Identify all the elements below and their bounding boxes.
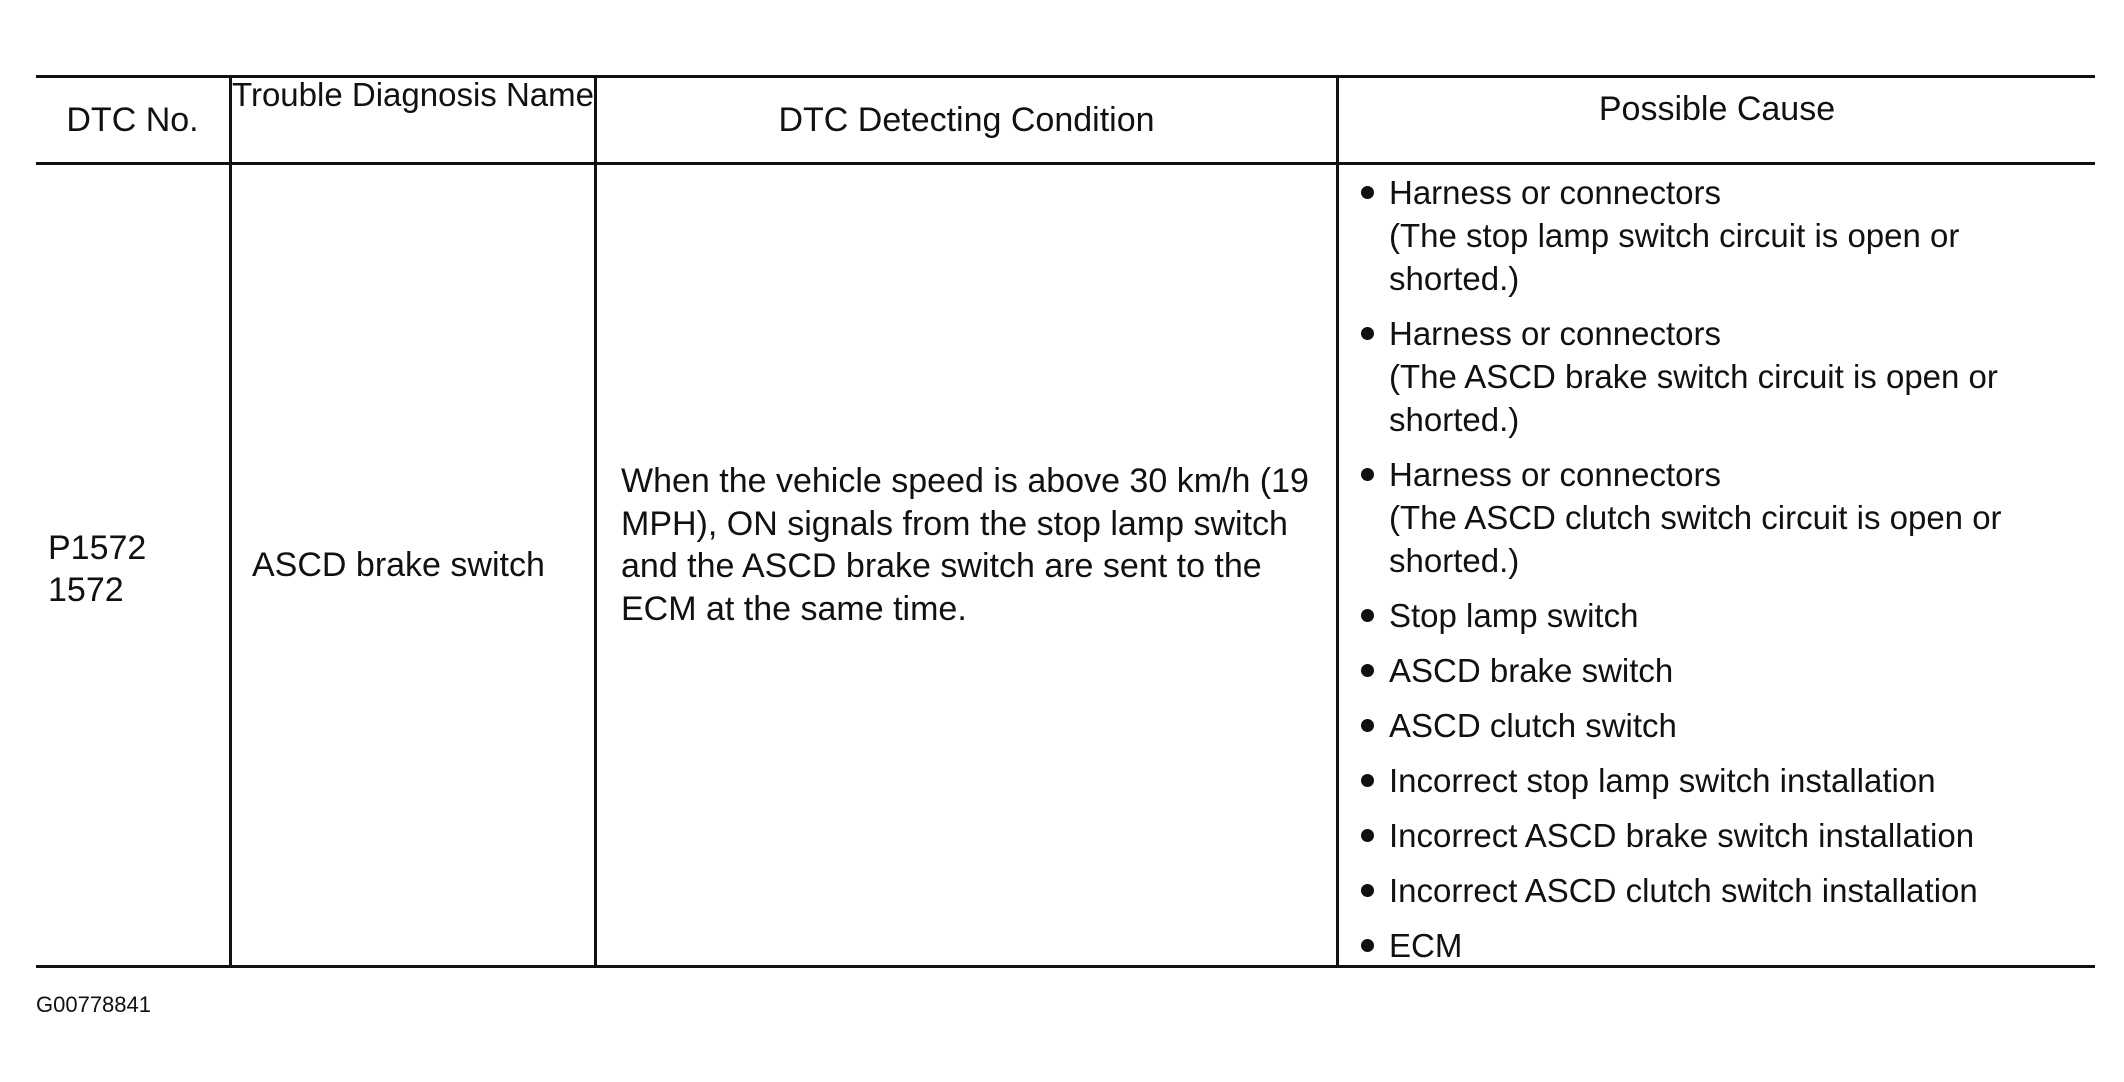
header-trouble-diagnosis-name: Trouble Diagnosis Name	[229, 78, 594, 162]
list-item	[1361, 869, 2085, 912]
header-possible-cause: Possible Cause	[1336, 78, 2095, 162]
list-item	[1361, 171, 2085, 300]
cause-main: Stop lamp switch	[1389, 597, 1639, 634]
dtc-table	[36, 75, 2095, 968]
detecting-condition-cell	[594, 165, 1336, 965]
cause-main: ASCD clutch switch	[1389, 707, 1677, 744]
cause-note: (The stop lamp switch circuit is open or shorted.)	[1389, 217, 1960, 297]
table-header-row	[36, 78, 2095, 165]
dtc-code-secondary: 1572	[48, 571, 124, 609]
bullet-icon	[1361, 594, 1389, 637]
dtc-code-primary: P1572	[48, 528, 147, 567]
dtc-code-cell	[36, 165, 229, 965]
header-dtc-no: DTC No.	[66, 100, 199, 139]
bullet-icon	[1361, 649, 1389, 692]
bullet-icon	[1361, 704, 1389, 747]
cause-main: ECM	[1389, 927, 1463, 964]
possible-cause-list	[1361, 171, 2085, 967]
cause-main: Harness or connectors	[1389, 456, 1721, 493]
bullet-icon	[1361, 171, 1389, 214]
cause-main: Harness or connectors	[1389, 315, 1721, 352]
list-item	[1361, 649, 2085, 692]
list-item	[1361, 453, 2085, 582]
table-row	[36, 165, 2095, 965]
bullet-icon	[1361, 869, 1389, 912]
list-item	[1361, 704, 2085, 747]
diagnosis-name: ASCD brake switch	[252, 545, 545, 584]
possible-cause-cell	[1336, 165, 2095, 965]
list-item	[1361, 759, 2085, 802]
list-item	[1361, 594, 2085, 637]
list-item	[1361, 814, 2085, 857]
bullet-icon	[1361, 759, 1389, 802]
cause-main: Incorrect stop lamp switch installation	[1389, 762, 1936, 799]
detecting-condition-text: When the vehicle speed is above 30 km/h (19 MPH), ON signals from the stop lamp switch and the ASCD brake switch are sent to the ECM at the same time.	[621, 462, 1309, 628]
list-item	[1361, 312, 2085, 441]
bullet-icon	[1361, 312, 1389, 355]
list-item	[1361, 924, 2085, 967]
cause-main: Incorrect ASCD clutch switch installation	[1389, 872, 1978, 909]
bullet-icon	[1361, 814, 1389, 857]
cause-note: (The ASCD clutch switch circuit is open or shorted.)	[1389, 499, 2002, 579]
cause-main: ASCD brake switch	[1389, 652, 1674, 689]
diagnosis-name-cell	[229, 165, 594, 965]
cause-main: Incorrect ASCD brake switch installation	[1389, 817, 1975, 854]
bullet-icon	[1361, 924, 1389, 967]
bullet-icon	[1361, 453, 1389, 496]
header-dtc-detecting-condition: DTC Detecting Condition	[594, 78, 1336, 162]
cause-note: (The ASCD brake switch circuit is open or shorted.)	[1389, 358, 1998, 438]
cause-main: Harness or connectors	[1389, 174, 1721, 211]
figure-id: G00778841	[36, 992, 151, 1017]
